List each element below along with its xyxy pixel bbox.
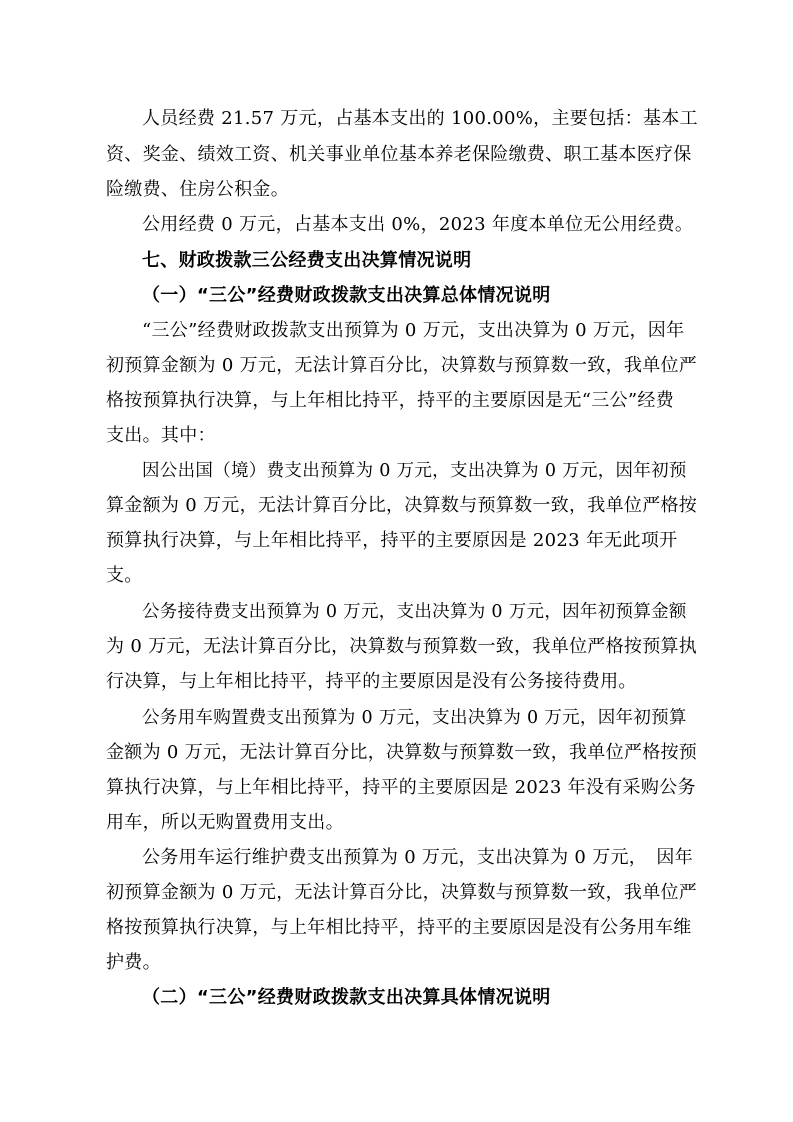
paragraph-travel-line-3: 预算执行决算，与上年相比持平，持平的主要原因是 2023 年无此项开 [106, 530, 678, 551]
subsection-heading-two: （二）“三公”经费财政拨款支出决算具体情况说明 [142, 987, 551, 1008]
section-heading-seven: 七、财政拨款三公经费支出决算情况说明 [142, 250, 472, 271]
paragraph-1-line-2: 资、奖金、绩效工资、机关事业单位基本养老保险缴费、职工基本医疗保 [106, 144, 692, 165]
paragraph-travel-line-4: 支。 [106, 565, 143, 586]
paragraph-vehicle-purchase-line-3: 算执行决算，与上年相比持平，持平的主要原因是 2023 年没有采购公务 [106, 777, 696, 798]
paragraph-reception-line-3: 行决算，与上年相比持平，持平的主要原因是没有公务接待费用。 [106, 671, 637, 692]
paragraph-travel-line-1: 因公出国（境）费支出预算为 0 万元，支出决算为 0 万元，因年初预 [142, 461, 687, 481]
paragraph-2-line-1: 公用经费 0 万元，占基本支出 0%，2023 年度本单位无公用经费。 [142, 214, 694, 235]
paragraph-vehicle-maintenance-line-2: 初预算金额为 0 万元，无法计算百分比，决算数与预算数一致，我单位严 [106, 882, 698, 903]
paragraph-vehicle-maintenance-line-3: 格按预算执行决算，与上年相比持平，持平的主要原因是没有公务用车维 [106, 917, 692, 938]
paragraph-vehicle-purchase-line-1: 公务用车购置费支出预算为 0 万元，支出决算为 0 万元，因年初预算 [142, 708, 687, 728]
paragraph-vehicle-purchase-line-2: 金额为 0 万元，无法计算百分比，决算数与预算数一致，我单位严格按预 [106, 742, 698, 763]
paragraph-1-line-3: 险缴费、住房公积金。 [106, 179, 289, 200]
paragraph-overview-line-1: “三公”经费财政拨款支出预算为 0 万元，支出决算为 0 万元，因年 [142, 320, 685, 341]
paragraph-travel-line-2: 算金额为 0 万元，无法计算百分比，决算数与预算数一致，我单位严格按 [106, 495, 698, 516]
paragraph-overview-line-2: 初预算金额为 0 万元，无法计算百分比，决算数与预算数一致，我单位严 [106, 355, 698, 376]
paragraph-overview-line-3: 格按预算执行决算，与上年相比持平，持平的主要原因是无“三公”经费 [106, 390, 675, 411]
paragraph-reception-line-2: 为 0 万元，无法计算百分比，决算数与预算数一致，我单位严格按预算执 [106, 636, 698, 657]
paragraph-overview-line-4: 支出。其中： [106, 425, 216, 446]
paragraph-reception-line-1: 公务接待费支出预算为 0 万元，支出决算为 0 万元，因年初预算金额 [142, 602, 687, 622]
subsection-heading-one: （一）“三公”经费财政拨款支出决算总体情况说明 [142, 285, 551, 306]
paragraph-1-line-1: 人员经费 21.57 万元，占基本支出的 100.00%，主要包括：基本工 [142, 108, 698, 129]
paragraph-vehicle-maintenance-line-1: 公务用车运行维护费支出预算为 0 万元，支出决算为 0 万元， 因年 [142, 847, 693, 868]
paragraph-vehicle-purchase-line-4: 用车，所以无购置费用支出。 [106, 812, 344, 833]
paragraph-vehicle-maintenance-line-4: 护费。 [106, 952, 161, 973]
